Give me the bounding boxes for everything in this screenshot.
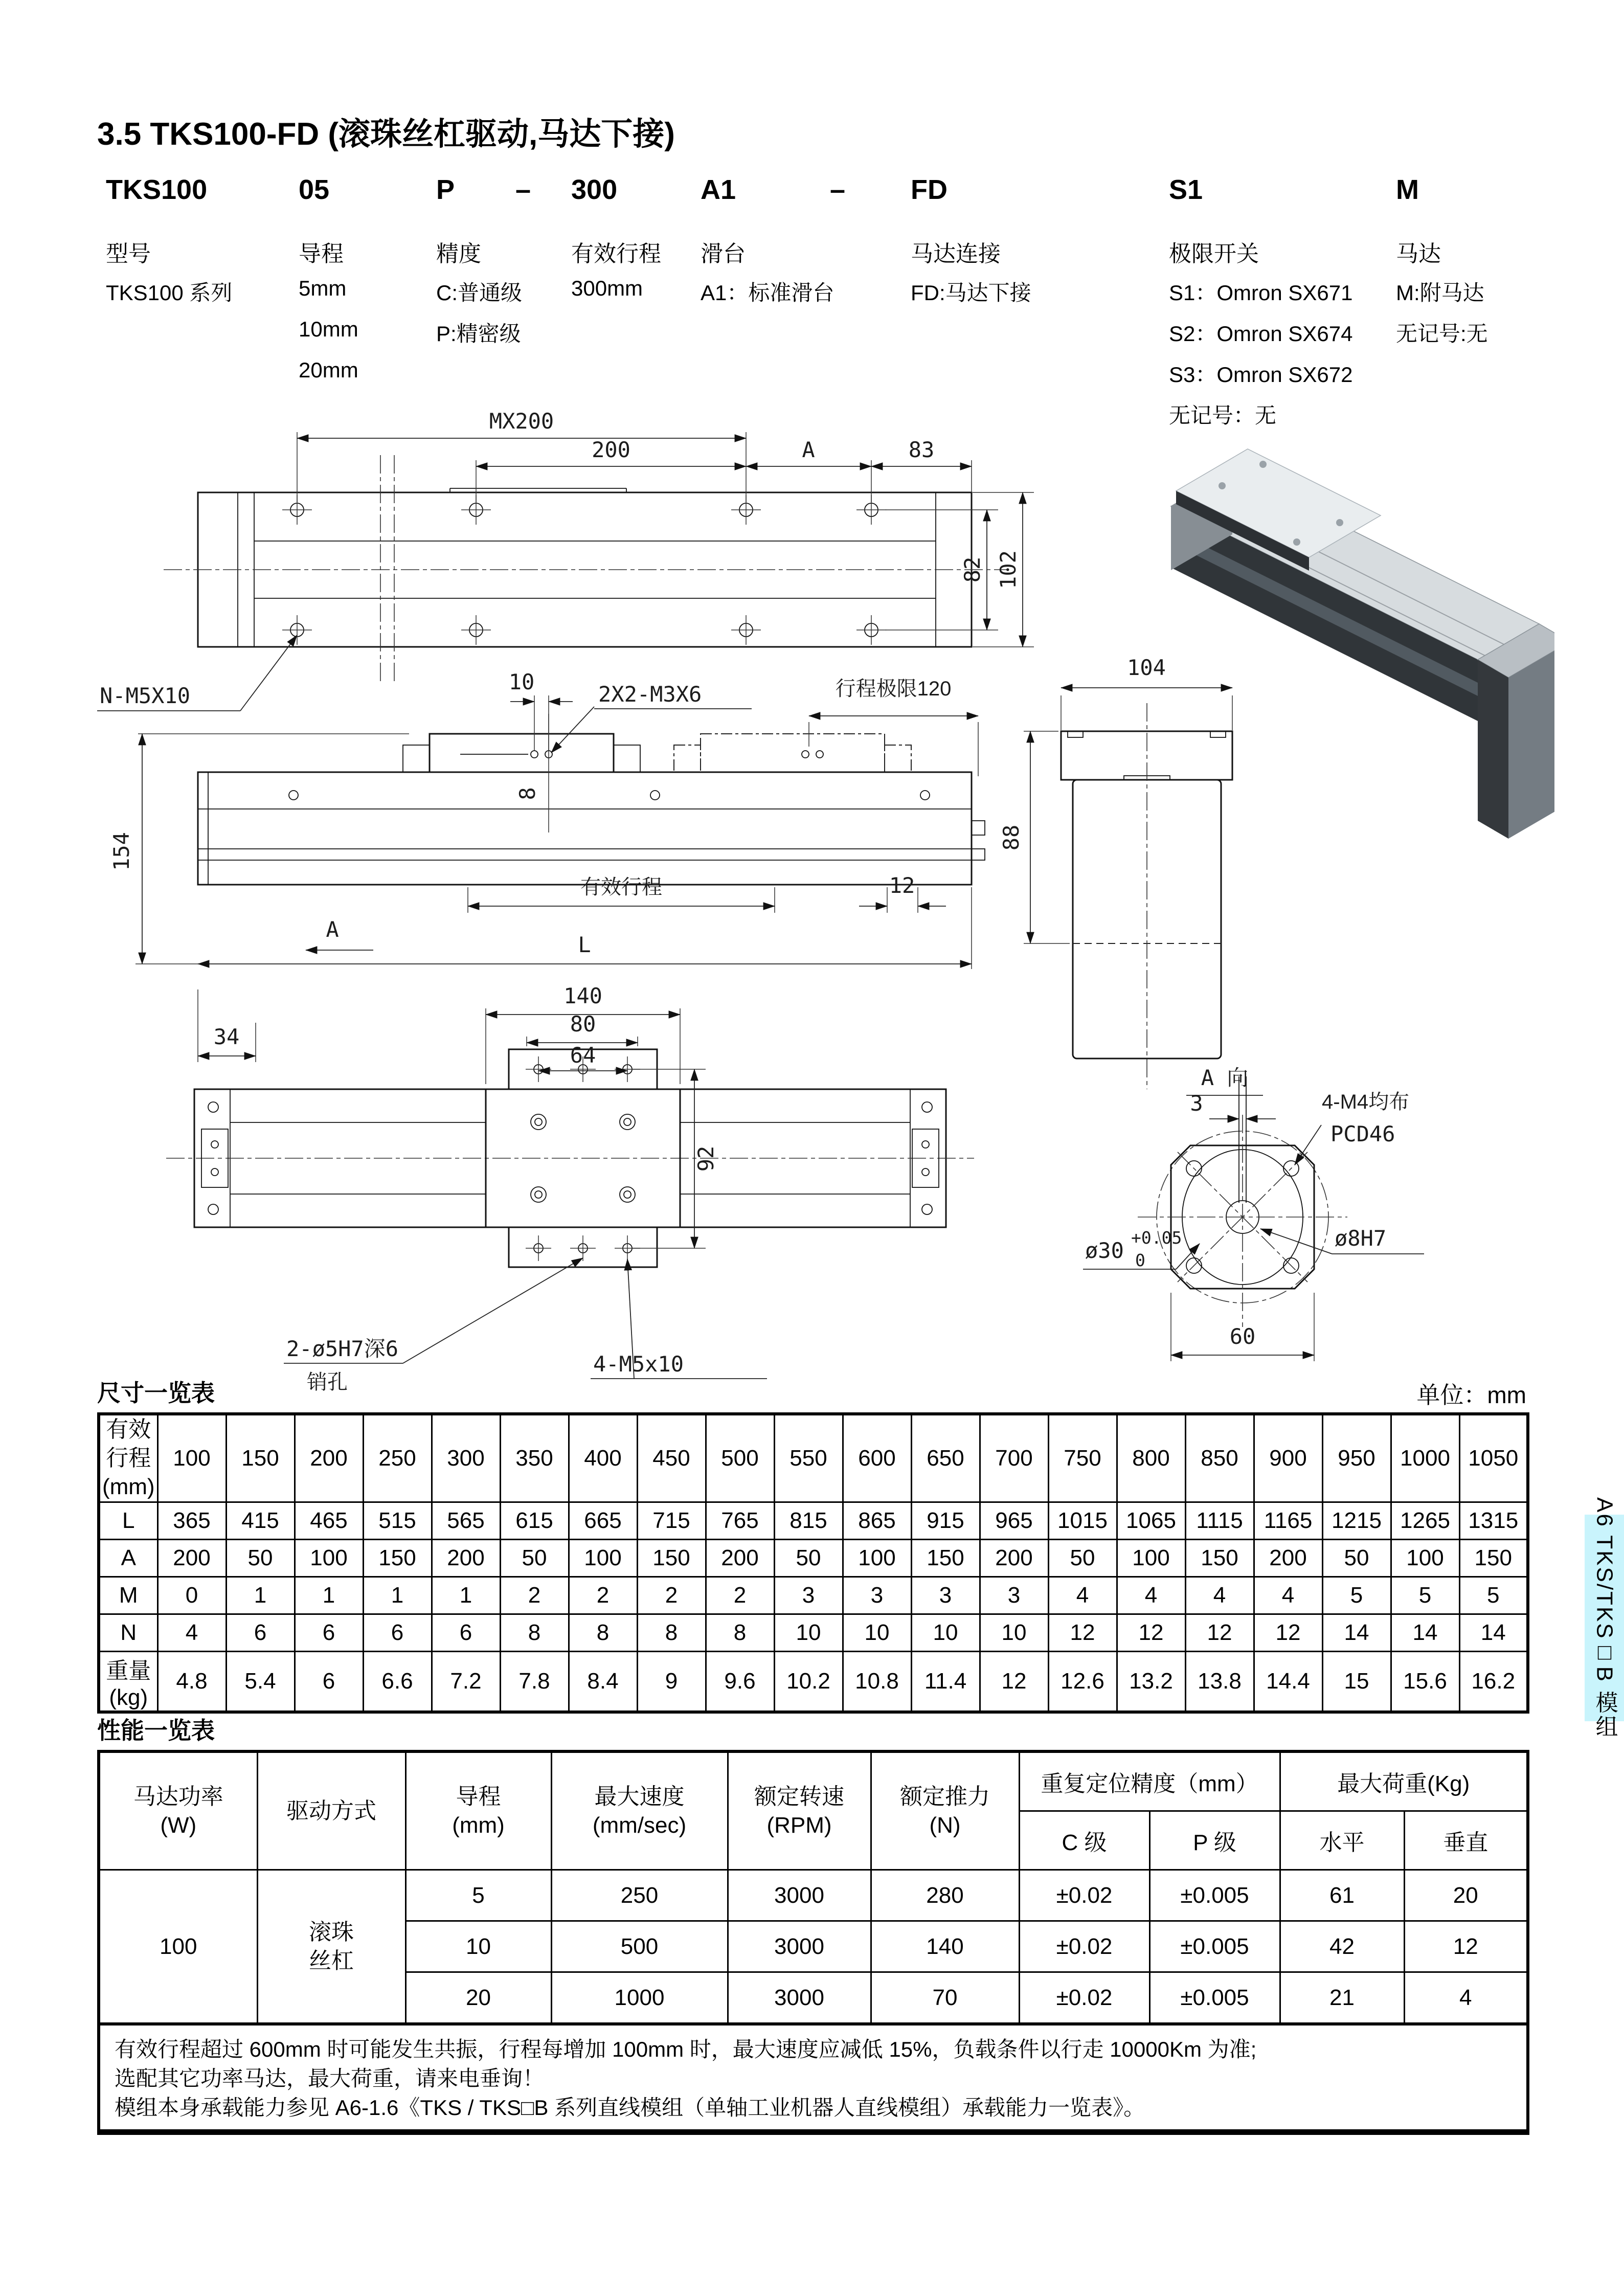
label-view-a: A 向 (1201, 1065, 1249, 1090)
dim-154: 154 (109, 832, 134, 871)
dimension-value: 6 (432, 1614, 500, 1652)
dimension-value: 10 (980, 1614, 1048, 1652)
dimension-value: 10 (774, 1614, 843, 1652)
stroke-column-header: 350 (500, 1414, 569, 1502)
perf-column-header-line: (W) (160, 1812, 197, 1838)
end-view-drawing (999, 655, 1232, 1089)
dimension-value: 200 (1254, 1540, 1322, 1577)
dimension-value: 9.6 (706, 1652, 774, 1713)
dimension-value: 150 (637, 1540, 706, 1577)
ordering-code: A1 (701, 174, 736, 205)
label-dia30-tol-dn: 0 (1135, 1250, 1145, 1270)
hole-symbol (535, 1118, 542, 1126)
perf-value: 280 (871, 1870, 1019, 1921)
dimension-value: 8 (637, 1614, 706, 1652)
dimension-value: 200 (157, 1540, 226, 1577)
hole-symbol (531, 1187, 546, 1202)
ordering-segment (515, 174, 531, 276)
label-n-m5x10: N-M5X10 (100, 683, 191, 708)
dimension-value: 6.6 (363, 1652, 432, 1713)
perf-column-header-line: 驱动方式 (286, 1798, 376, 1824)
dim-3: 3 (1190, 1091, 1203, 1116)
dimension-value: 3 (911, 1577, 980, 1614)
perf-value: 20 (405, 1972, 551, 2024)
dim-200: 200 (592, 437, 630, 462)
dimension-value: 4 (1048, 1577, 1117, 1614)
dimension-value: 0 (157, 1577, 226, 1614)
ordering-code: TKS100 (106, 174, 208, 205)
dimension-value: 865 (843, 1502, 911, 1540)
performance-table-title: 性能一览表 (97, 1717, 215, 1744)
note-line: 选配其它功率马达，最大荷重，请来电垂询！ (115, 2066, 545, 2090)
dimension-value: 8 (569, 1614, 637, 1652)
perf-value: 3000 (728, 1921, 871, 1972)
hole-symbol (620, 1114, 635, 1130)
dimension-value: 615 (500, 1502, 569, 1540)
ordering-option: 10mm (299, 317, 358, 341)
hole-symbol (624, 1191, 631, 1198)
perf-group-header: 重复定位精度（mm） (1019, 1751, 1280, 1811)
perf-value: 500 (551, 1921, 728, 1972)
dimension-table (97, 1412, 1529, 1714)
label-dia30-tol-up: +0.05 (1131, 1228, 1182, 1248)
stroke-column-header: 100 (157, 1414, 226, 1502)
perf-value: 61 (1280, 1870, 1404, 1921)
perf-column-header (257, 1751, 405, 1870)
perf-value: ±0.005 (1149, 1921, 1280, 1972)
ordering-segment (911, 174, 1031, 317)
dimension-value: 50 (1322, 1540, 1391, 1577)
dim-a: A (802, 437, 815, 462)
column-header-line: 有效行程 (106, 1417, 151, 1471)
dimension-value: 11.4 (911, 1652, 980, 1713)
perf-column-header (551, 1751, 728, 1870)
ordering-code: 05 (299, 174, 330, 205)
stroke-column-header: 300 (432, 1414, 500, 1502)
ordering-option: C:普通级 (436, 281, 523, 305)
perf-value: 3000 (728, 1972, 871, 2024)
stroke-column-header: 400 (569, 1414, 637, 1502)
dimension-value: 7.2 (432, 1652, 500, 1713)
ordering-label: 马达 (1396, 241, 1441, 266)
dimension-value: 1115 (1185, 1502, 1254, 1540)
perf-value: 21 (1280, 1972, 1404, 2024)
perf-column-header-line: (mm) (452, 1812, 505, 1838)
ordering-label: 极限开关 (1169, 241, 1259, 266)
dimension-value: 965 (980, 1502, 1048, 1540)
dim-34: 34 (213, 1024, 240, 1049)
dimension-value: 14 (1391, 1614, 1459, 1652)
dim-102: 102 (996, 550, 1021, 589)
performance-table (97, 1750, 1529, 2135)
dimension-value: 12 (1048, 1614, 1117, 1652)
dim-92: 92 (693, 1145, 718, 1172)
table-header-row (99, 1414, 1528, 1502)
hole-symbol (531, 1114, 546, 1130)
dimension-value: 4.8 (157, 1652, 226, 1713)
perf-value: 5 (405, 1870, 551, 1921)
ordering-code: P (436, 174, 455, 205)
perf-value: ±0.005 (1149, 1972, 1280, 2024)
ordering-segment (106, 174, 232, 317)
label-stroke-limit: 行程极限120 (835, 678, 952, 700)
dimension-value: 7.8 (500, 1652, 569, 1713)
hole-symbol (535, 1191, 542, 1198)
dim-mx200: MX200 (489, 409, 554, 434)
dimension-value: 50 (1048, 1540, 1117, 1577)
ordering-segment (1396, 174, 1488, 358)
dimension-value: 10.2 (774, 1652, 843, 1713)
stroke-column-header: 900 (1254, 1414, 1322, 1502)
dimension-value: 8 (706, 1614, 774, 1652)
dimension-value: 14 (1322, 1614, 1391, 1652)
dimension-value: 15 (1322, 1652, 1391, 1713)
ordering-option: 无记号：无 (1169, 403, 1277, 427)
dimension-value: 2 (500, 1577, 569, 1614)
dimension-value: 8 (500, 1614, 569, 1652)
perf-column-header-line: (N) (929, 1812, 961, 1838)
dim-8: 8 (515, 787, 540, 800)
perf-notes-row (99, 2024, 1528, 2132)
ordering-segment (299, 174, 358, 399)
label-section-a: A (326, 917, 339, 942)
stroke-column-header: 700 (980, 1414, 1048, 1502)
dimension-value: 100 (295, 1540, 363, 1577)
dimension-value: 150 (1185, 1540, 1254, 1577)
label-m3x6: 2X2-M3X6 (598, 682, 702, 707)
dimension-value: 465 (295, 1502, 363, 1540)
stroke-column-header: 800 (1117, 1414, 1185, 1502)
table-row (99, 1540, 1528, 1577)
dimension-value: 1165 (1254, 1502, 1322, 1540)
dimension-value: 5 (1391, 1577, 1459, 1614)
dim-83: 83 (908, 437, 935, 462)
dimension-value: 6 (226, 1614, 295, 1652)
dimension-value: 5 (1459, 1577, 1528, 1614)
perf-column-header-line: 最大速度 (594, 1784, 685, 1809)
dimension-value: 12 (1117, 1614, 1185, 1652)
stroke-column-header: 650 (911, 1414, 980, 1502)
perf-column-header (728, 1751, 871, 1870)
dimension-value: 50 (500, 1540, 569, 1577)
dimension-value: 15.6 (1391, 1652, 1459, 1713)
perf-column-header-line: 额定推力 (900, 1784, 990, 1809)
dimension-value: 2 (569, 1577, 637, 1614)
ordering-option: M:附马达 (1396, 281, 1484, 305)
perf-value: ±0.005 (1149, 1870, 1280, 1921)
dimension-value: 16.2 (1459, 1652, 1528, 1713)
ordering-label (830, 235, 845, 276)
dimension-value: 1 (295, 1577, 363, 1614)
dimension-value: 12 (1254, 1614, 1322, 1652)
perf-value: 4 (1404, 1972, 1528, 2024)
label-m5x10: 4-M5x10 (593, 1352, 684, 1377)
page-title: 3.5 TKS100-FD (滚珠丝杠驱动,马达下接) (97, 117, 675, 152)
dimension-value: 8.4 (569, 1652, 637, 1713)
dimension-value: 765 (706, 1502, 774, 1540)
ordering-option: S2：Omron SX674 (1169, 322, 1353, 346)
dimension-value: 3 (843, 1577, 911, 1614)
dimension-value: 14.4 (1254, 1652, 1322, 1713)
ordering-label: 马达连接 (911, 241, 1001, 266)
ordering-code: – (830, 174, 846, 205)
perf-value: 250 (551, 1870, 728, 1921)
drive-type-value (257, 1870, 405, 2024)
perf-sub-header: 水平 (1280, 1811, 1404, 1870)
stroke-column-header: 750 (1048, 1414, 1117, 1502)
perf-column-header-line: 导程 (456, 1784, 501, 1809)
perf-value: 140 (871, 1921, 1019, 1972)
dimension-value: 150 (363, 1540, 432, 1577)
dimension-value: 1015 (1048, 1502, 1117, 1540)
dimension-value: 4 (1117, 1577, 1185, 1614)
perf-data-row (99, 1870, 1528, 1921)
ordering-option: 300mm (571, 276, 643, 300)
ordering-segment (830, 174, 845, 276)
ordering-label: 精度 (436, 241, 481, 266)
perf-value: 12 (1404, 1921, 1528, 1972)
dimension-value: 150 (911, 1540, 980, 1577)
dimension-value: 100 (843, 1540, 911, 1577)
dimension-value: 100 (1117, 1540, 1185, 1577)
column-header-line: (mm) (102, 1474, 155, 1499)
row-header: L (99, 1502, 157, 1540)
perf-value: 1000 (551, 1972, 728, 2024)
dimension-value: 10.8 (843, 1652, 911, 1713)
dim-10: 10 (508, 669, 535, 694)
perf-column-header-line: 马达功率 (133, 1784, 223, 1809)
table-row (99, 1652, 1528, 1713)
ordering-segment (571, 174, 661, 317)
perf-column-header-line: (mm/sec) (592, 1812, 687, 1838)
dimension-value: 100 (1391, 1540, 1459, 1577)
table-row (99, 1502, 1528, 1540)
dimension-value: 10 (911, 1614, 980, 1652)
drive-type-line: 滚珠 (309, 1919, 354, 1945)
stroke-column-header: 250 (363, 1414, 432, 1502)
label-pcd46: PCD46 (1330, 1121, 1395, 1146)
dimension-value: 1065 (1117, 1502, 1185, 1540)
stroke-column-header: 1000 (1391, 1414, 1459, 1502)
dim-104: 104 (1127, 655, 1166, 680)
dim-12: 12 (889, 873, 915, 898)
note-line: 有效行程超过 600mm 时可能发生共振，行程每增加 100mm 时，最大速度应减低 15%，负载条件以行走 10000Km 为准; (115, 2037, 1257, 2061)
dimension-value: 12.6 (1048, 1652, 1117, 1713)
perf-header-row-1 (99, 1751, 1528, 1811)
perf-value: 3000 (728, 1870, 871, 1921)
perf-value: 70 (871, 1972, 1019, 2024)
perf-value: 10 (405, 1921, 551, 1972)
ordering-option: S1：Omron SX671 (1169, 281, 1353, 305)
ordering-option: 无记号:无 (1396, 322, 1488, 346)
ordering-label: 有效行程 (571, 241, 661, 266)
stroke-column-header: 550 (774, 1414, 843, 1502)
column-header (99, 1414, 157, 1502)
row-header: M (99, 1577, 157, 1614)
ordering-option: TKS100 系列 (106, 281, 233, 305)
ordering-option: 5mm (299, 276, 347, 300)
perf-sub-header: 垂直 (1404, 1811, 1528, 1870)
perf-column-header-line: 额定转速 (754, 1784, 844, 1809)
side-tab (1585, 1497, 1624, 1739)
dimension-value: 200 (980, 1540, 1048, 1577)
ordering-code: S1 (1169, 174, 1203, 205)
dimension-value: 715 (637, 1502, 706, 1540)
ordering-segment (701, 174, 834, 317)
stroke-column-header: 950 (1322, 1414, 1391, 1502)
dimension-value: 1215 (1322, 1502, 1391, 1540)
label-pin-hole: 2-ø5H7深6 (286, 1336, 399, 1361)
label-dia8: ø8H7 (1335, 1226, 1387, 1251)
ordering-code: – (515, 174, 531, 205)
dimension-value: 100 (569, 1540, 637, 1577)
label-pin-hole-2: 销孔 (307, 1371, 348, 1391)
dimension-value: 1 (432, 1577, 500, 1614)
hole-symbol (620, 1187, 635, 1202)
dimension-value: 5.4 (226, 1652, 295, 1713)
ordering-label: 滑台 (701, 241, 746, 266)
dimension-value: 6 (295, 1652, 363, 1713)
ordering-code: 300 (571, 174, 618, 205)
table-row (99, 1614, 1528, 1652)
ordering-option: A1：标准滑台 (701, 281, 834, 305)
perf-sub-header: C 级 (1019, 1811, 1149, 1870)
unit-note: 单位：mm (1416, 1382, 1526, 1408)
dimension-value: 1 (363, 1577, 432, 1614)
dimension-value: 13.8 (1185, 1652, 1254, 1713)
dimension-value: 415 (226, 1502, 295, 1540)
perf-column-header (871, 1751, 1019, 1870)
dimension-value: 150 (1459, 1540, 1528, 1577)
row-header: N (99, 1614, 157, 1652)
side-tab-label: A6 TKS/TKS□B 模组 (1592, 1497, 1617, 1739)
dimension-value: 3 (980, 1577, 1048, 1614)
dimension-value: 1315 (1459, 1502, 1528, 1540)
dimension-value: 665 (569, 1502, 637, 1540)
side-view-drawing (109, 669, 985, 1062)
dimension-value: 200 (706, 1540, 774, 1577)
dimension-value: 915 (911, 1502, 980, 1540)
dimension-value: 2 (637, 1577, 706, 1614)
label-m4: 4-M4均布 (1322, 1091, 1410, 1113)
perf-notes-cell (99, 2024, 1528, 2132)
ordering-option: P:精密级 (436, 322, 521, 346)
ordering-code: FD (911, 174, 948, 205)
stroke-column-header: 1050 (1459, 1414, 1528, 1502)
stroke-column-header: 850 (1185, 1414, 1254, 1502)
dim-l: L (578, 932, 591, 957)
dimension-table-title: 尺寸一览表 (97, 1380, 215, 1406)
motor-power-value: 100 (99, 1870, 257, 2024)
perf-column-header (99, 1751, 257, 1870)
perf-group-header: 最大荷重(Kg) (1280, 1751, 1528, 1811)
perf-column-header-line: (RPM) (766, 1812, 832, 1838)
dim-82: 82 (960, 556, 985, 583)
dimension-value: 10 (843, 1614, 911, 1652)
stroke-column-header: 200 (295, 1414, 363, 1502)
row-header: A (99, 1540, 157, 1577)
dimension-value: 4 (1254, 1577, 1322, 1614)
stroke-column-header: 150 (226, 1414, 295, 1502)
dimension-value: 6 (295, 1614, 363, 1652)
perf-column-header (405, 1751, 551, 1870)
label-effective-stroke: 有效行程 (580, 876, 662, 898)
dim-64: 64 (570, 1043, 596, 1068)
row-header: 重量(kg) (99, 1652, 157, 1713)
dimension-value: 515 (363, 1502, 432, 1540)
dimension-value: 4 (1185, 1577, 1254, 1614)
dimension-value: 200 (432, 1540, 500, 1577)
dimension-value: 1 (226, 1577, 295, 1614)
bottom-view-drawing (166, 983, 974, 1391)
ordering-option: S3：Omron SX672 (1169, 363, 1353, 387)
technical-drawing (72, 389, 1554, 1391)
perf-value: ±0.02 (1019, 1921, 1149, 1972)
ordering-code: M (1396, 174, 1419, 205)
dimension-value: 12 (980, 1652, 1048, 1713)
perf-value: ±0.02 (1019, 1870, 1149, 1921)
dimension-value: 1265 (1391, 1502, 1459, 1540)
label-dia30: ø30 (1085, 1238, 1124, 1263)
dim-80: 80 (570, 1011, 596, 1037)
note-line: 模组本身承载能力参见 A6-1.6《TKS / TKS□B 系列直线模组（单轴工业机器人直线模组）承载能力一览表》。 (115, 2096, 1145, 2120)
dim-88: 88 (999, 824, 1024, 851)
dimension-value: 14 (1459, 1614, 1528, 1652)
perf-value: 20 (1404, 1870, 1528, 1921)
dimension-value: 3 (774, 1577, 843, 1614)
dimension-value: 365 (157, 1502, 226, 1540)
table-row (99, 1577, 1528, 1614)
dimension-value: 12 (1185, 1614, 1254, 1652)
ordering-option: 20mm (299, 358, 358, 382)
dimension-value: 4 (157, 1614, 226, 1652)
ordering-option: FD:马达下接 (911, 281, 1031, 305)
drive-type-line: 丝杠 (309, 1948, 354, 1973)
dim-140: 140 (563, 983, 602, 1008)
view-a-drawing (1083, 1065, 1424, 1361)
dimension-value: 13.2 (1117, 1652, 1185, 1713)
stroke-column-header: 450 (637, 1414, 706, 1502)
ordering-label (515, 235, 531, 276)
ordering-segment (436, 174, 522, 358)
dimension-value: 565 (432, 1502, 500, 1540)
perf-value: 42 (1280, 1921, 1404, 1972)
perf-sub-header: P 级 (1149, 1811, 1280, 1870)
stroke-column-header: 500 (706, 1414, 774, 1502)
dimension-value: 50 (226, 1540, 295, 1577)
hole-symbol (624, 1118, 631, 1126)
dimension-value: 815 (774, 1502, 843, 1540)
top-view-drawing (97, 409, 1034, 711)
ordering-label: 导程 (299, 241, 344, 266)
dimension-value: 50 (774, 1540, 843, 1577)
perf-value: ±0.02 (1019, 1972, 1149, 2024)
ordering-label: 型号 (106, 241, 151, 266)
dimension-value: 6 (363, 1614, 432, 1652)
stroke-column-header: 600 (843, 1414, 911, 1502)
dim-60: 60 (1229, 1324, 1256, 1349)
dimension-value: 9 (637, 1652, 706, 1713)
dimension-value: 2 (706, 1577, 774, 1614)
dimension-value: 5 (1322, 1577, 1391, 1614)
